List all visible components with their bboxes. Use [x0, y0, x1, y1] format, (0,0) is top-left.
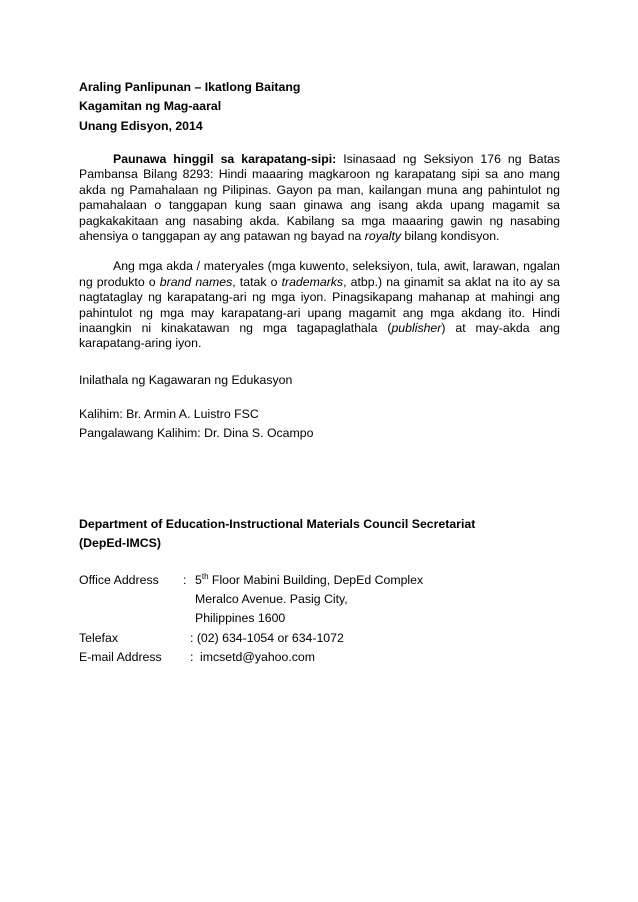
office-address-line1: [195, 571, 423, 590]
office-address-label: Office Address: [79, 572, 159, 587]
email-label: E-mail Address: [79, 649, 162, 664]
office-address-row-3: [79, 609, 560, 628]
floor-number: 5: [195, 572, 202, 587]
royalty-term: royalty: [364, 228, 402, 243]
telefax-label: Telefax: [79, 630, 118, 645]
edition: Unang Edisyon, 2014: [79, 118, 203, 133]
materials-text-4: ) at may-akda ang karapatang-aring iyon.: [79, 320, 560, 351]
contact-block: [79, 571, 560, 667]
materials-text-3: , atbp.) na ginamit sa aklat na ito ay sa nagtataglay ng karapatang-ari ng mga iyon. Pinagsikapang mahanap at mahingi ang pahintulot ng mga may karapatang-ari upang magamit ang mga akdang ito. Hindi inaangkin ni kinakatawan ng mga tagapaglathala (: [79, 274, 561, 335]
email-colon: :: [190, 649, 194, 664]
email-value: imcsetd@yahoo.com: [200, 649, 316, 664]
materials-notice: [79, 259, 560, 351]
materials-text-1: Ang mga akda / materyales (mga kuwento, seleksiyon, tula, awit, larawan, ngalan ng produkto o: [79, 259, 560, 289]
office-address-line2: Meralco Avenue. Pasig City,: [195, 592, 348, 607]
publisher-line: Inilathala ng Kagawaran ng Edukasyon: [79, 372, 293, 387]
copyright-notice-lead: Paunawa hinggil sa karapatang-sipi:: [113, 151, 337, 166]
undersecretary-line: Pangalawang Kalihim: Dr. Dina S. Ocampo: [79, 425, 314, 440]
secretary-line: Kalihim: Br. Armin A. Luistro FSC: [79, 406, 259, 421]
telefax-value: : (02) 634-1054 or 634-1072: [190, 630, 344, 645]
office-address-line1-text: Floor Mabini Building, DepEd Complex: [208, 572, 424, 587]
floor-ordinal: th: [201, 571, 209, 581]
brand-names-term: brand names: [159, 274, 233, 289]
office-address-colon: :: [183, 572, 187, 587]
office-address-row: [79, 571, 560, 590]
office-address-row-2: [79, 590, 560, 609]
publisher-term: publisher: [391, 320, 442, 335]
copyright-notice-tail: bilang kondisyon.: [401, 228, 500, 243]
council-name: Department of Education-Instructional Materials Council Secretariat: [79, 516, 476, 531]
trademarks-term: trademarks: [281, 274, 344, 289]
office-address-line3: Philippines 1600: [195, 611, 286, 626]
book-title: Araling Panlipunan – Ikatlong Baitang: [79, 80, 301, 94]
email-row: [79, 648, 560, 667]
copyright-notice-body: Isinasaad ng Seksiyon 176 ng Batas Pambansa Bilang 8293: Hindi maaaring magkaroon ng karapatang sipi sa ano mang akda ng Pamahalaan ng Pilipinas. Gayon pa man, kailangan muna ang pahintulot ng pamahalaan o tanggapan kung saan ginawa ang isang akda upang magamit sa pagkakakitaan ang nasabing akda. Kabilang sa mga maaaring gawin ng nasabing ahensiya o tanggapan ay ang patawan ng bayad na: [79, 151, 561, 243]
council-acronym: (DepEd-IMCS): [79, 535, 161, 550]
copyright-notice: [79, 152, 560, 244]
materials-text-2: , tatak o: [232, 274, 282, 289]
telefax-row: [79, 629, 560, 648]
copyright-page: [79, 78, 560, 667]
book-subtitle: Kagamitan ng Mag-aaral: [79, 99, 222, 114]
